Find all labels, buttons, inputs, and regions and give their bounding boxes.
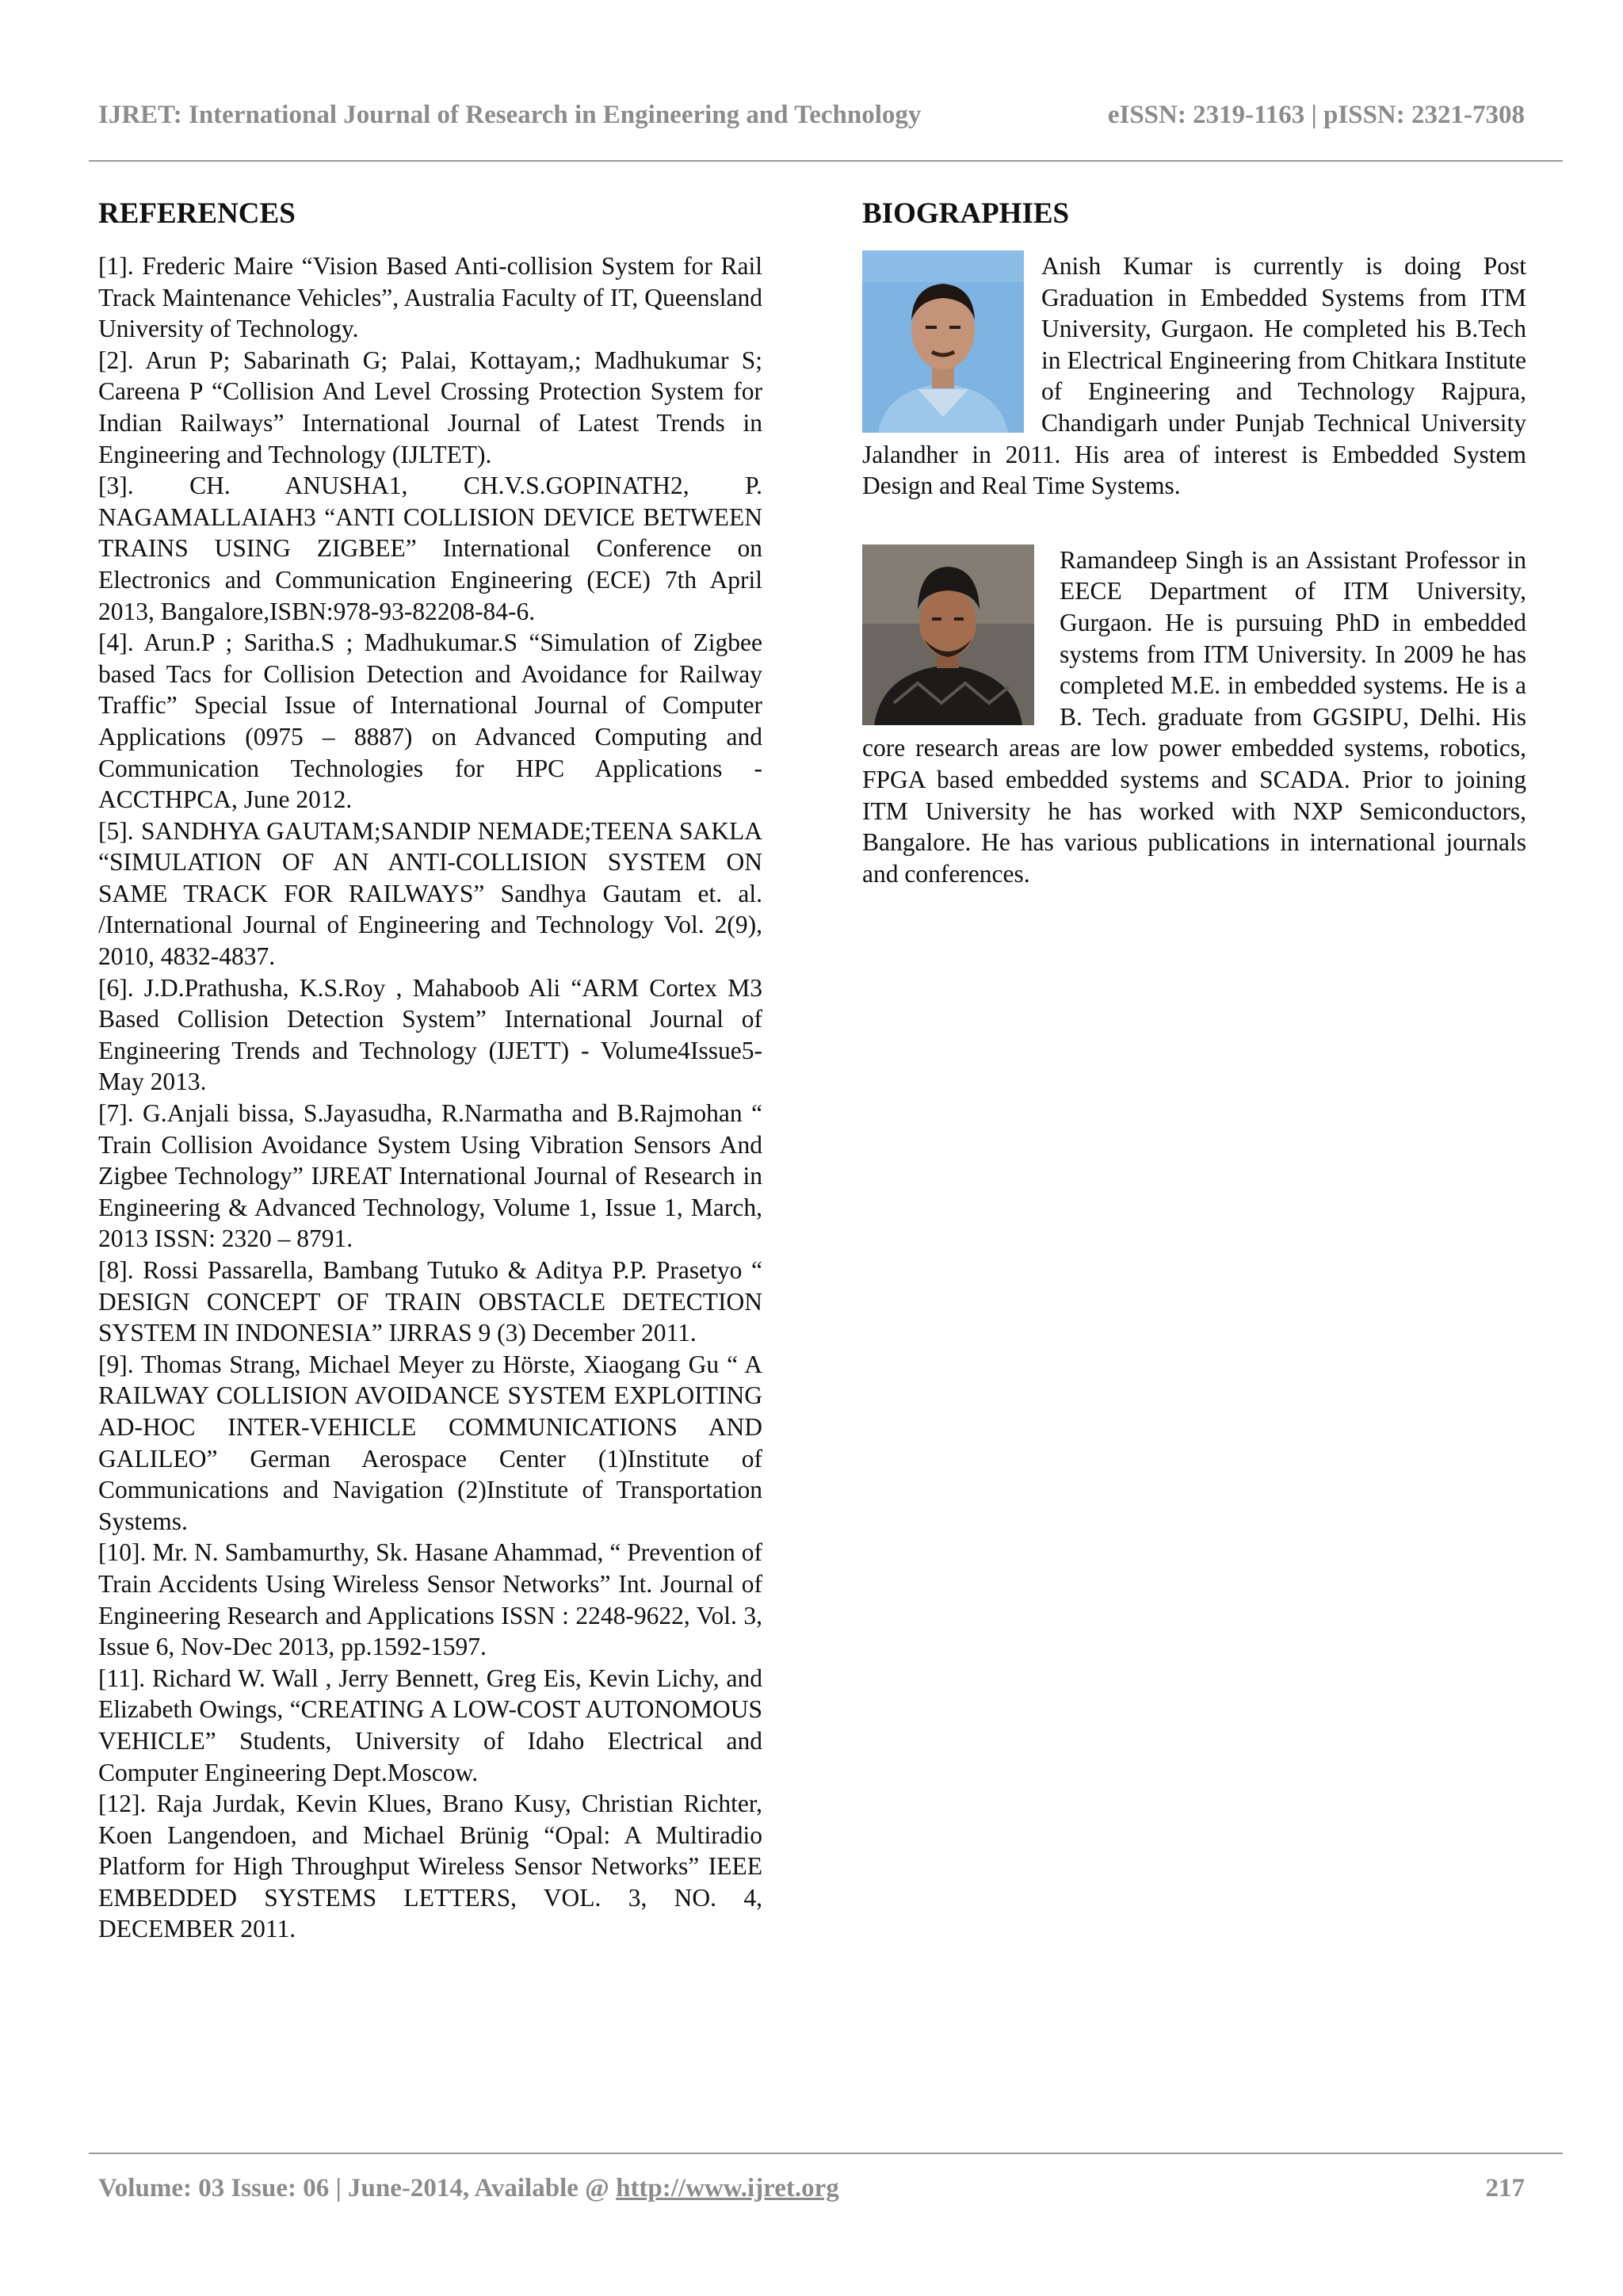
reference-item: [2]. Arun P; Sabarinath G; Palai, Kottayam,; Madhukumar S; Careena P “Collision And Level Crossing Protection System for Indian Railways” International Journal of Latest Trends in Engineering and Technology (IJLTET). [98,346,762,468]
journal-title: IJRET: International Journal of Research in Engineering and Technology [98,100,922,129]
biography-text: Ramandeep Singh is an Assistant Professor in EECE Department of ITM University, Gurgaon. He is pursuing PhD in embedded systems from ITM University. In 2009 he has completed M.E. in embedded systems. He is a B. Tech. graduate from GGSIPU, Delhi. His core research areas are low power embedded systems, robotics, FPGA based embedded systems and SCADA. Prior to joining ITM University he has worked with NXP Semiconductors, Bangalore. He has various publications in international journals and conferences. [862,545,1526,888]
biographies-column [862,195,1526,889]
page-footer [98,2168,1525,2208]
reference-item: [7]. G.Anjali bissa, S.Jayasudha, R.Narmatha and B.Rajmohan “ Train Collision Avoidance System Using Vibration Sensors And Zigbee Technology” IJREAT International Journal of Research in Engineering & Advanced Technology, Volume 1, Issue 1, March, 2013 ISSN: 2320 – 8791. [98,1099,762,1253]
reference-item: [10]. Mr. N. Sambamurthy, Sk. Hasane Ahammad, “ Prevention of Train Accidents Using Wireless Sensor Networks” Int. Journal of Engineering Research and Applications ISSN : 2248-9622, Vol. 3, Issue 6, Nov-Dec 2013, pp.1592-1597. [98,1538,762,1661]
reference-item: [9]. Thomas Strang, Michael Meyer zu Hörste, Xiaogang Gu “ A RAILWAY COLLISION AVOIDANCE SYSTEM EXPLOITING AD-HOC INTER-VEHICLE COMMUNICATIONS AND GALILEO” German Aerospace Center (1)Institute of Communications and Navigation (2)Institute of Transportation Systems. [98,1350,762,1535]
reference-item: [8]. Rossi Passarella, Bambang Tutuko & Aditya P.P. Prasetyo “ DESIGN CONCEPT OF TRAIN OBSTACLE DETECTION SYSTEM IN INDONESIA” IJRRAS 9 (3) December 2011. [98,1256,762,1347]
biography-anish-kumar [862,250,1526,502]
reference-item: [4]. Arun.P ; Saritha.S ; Madhukumar.S “Simulation of Zigbee based Tacs for Collision Detection and Avoidance for Railway Traffic” Special Issue of International Journal of Computer Applications (0975 – 8887) on Advanced Computing and Communication Technologies for HPC Applications - ACCTHPCA, June 2012. [98,628,762,814]
reference-item: [12]. Raja Jurdak, Kevin Klues, Brano Kusy, Christian Richter, Koen Langendoen, and Michael Brünig “Opal: A Multiradio Platform for High Throughput Wireless Sensor Networks” IEEE EMBEDDED SYSTEMS LETTERS, VOL. 3, NO. 4, DECEMBER 2011. [98,1790,762,1943]
issn-label: eISSN: 2319-1163 | pISSN: 2321-7308 [1107,100,1525,129]
header-divider [89,160,1563,162]
footer-divider [89,2153,1563,2154]
reference-item: [1]. Frederic Maire “Vision Based Anti-collision System for Rail Track Maintenance Vehicles”, Australia Faculty of IT, Queensland University of Technology. [98,252,762,343]
author-photo [862,250,1024,433]
biographies-heading: BIOGRAPHIES [862,197,1070,230]
biography-text: Anish Kumar is currently is doing Post Graduation in Embedded Systems from ITM University, Gurgaon. He completed his B.Tech in Electrical Engineering from Chitkara Institute of Engineering and Technology Rajpura, Chandigarh under Punjab Technical University Jalandher in 2011. His area of interest is Embedded System Design and Real Time Systems. [862,252,1526,500]
journal-url-link[interactable]: http://www.ijret.org [616,2173,839,2202]
references-heading: REFERENCES [98,197,296,230]
reference-item: [3]. CH. ANUSHA1, CH.V.S.GOPINATH2, P. NAGAMALLAIAH3 “ANTI COLLISION DEVICE BETWEEN TRAINS USING ZIGBEE” International Conference on Electronics and Communication Engineering (ECE) 7th April 2013, Bangalore,ISBN:978-93-82208-84-6. [98,472,762,625]
reference-item: [11]. Richard W. Wall , Jerry Bennett, Greg Eis, Kevin Lichy, and Elizabeth Owings, “CREATING A LOW-COST AUTONOMOUS VEHICLE” Students, University of Idaho Electrical and Computer Engineering Dept.Moscow. [98,1664,762,1786]
footer-volume-text: Volume: 03 Issue: 06 | June-2014, Available @ [98,2173,617,2202]
page-header [98,95,1525,135]
biography-ramandeep-singh [862,544,1526,890]
references-column [98,195,762,1945]
reference-item: [6]. J.D.Prathusha, K.S.Roy , Mahaboob Ali “ARM Cortex M3 Based Collision Detection System” International Journal of Engineering Trends and Technology (IJETT) - Volume4Issue5- May 2013. [98,973,762,1096]
author-photo [862,544,1034,725]
footer-volume [98,2174,839,2203]
reference-item: [5]. SANDHYA GAUTAM;SANDIP NEMADE;TEENA SAKLA “SIMULATION OF AN ANTI-COLLISION SYSTEM ON SAME TRACK FOR RAILWAYS” Sandhya Gautam et. al. /International Journal of Engineering and Technology Vol. 2(9), 2010, 4832-4837. [98,816,762,971]
page-number: 217 [1485,2173,1525,2202]
